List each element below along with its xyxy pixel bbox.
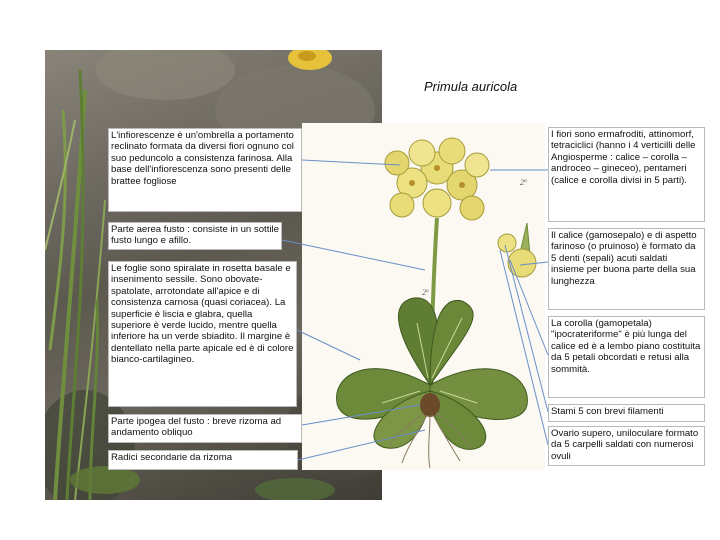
note-ovary: Ovario supero, uniloculare formato da 5 carpelli saldati con numerosi ovuli: [548, 426, 705, 466]
note-flowers: I fiori sono ermafroditi, attinomorf, tetraciclici (hanno i 4 verticilli delle Angiosperme : calice – corolla – androceo – gineceo), pentameri (calice e corolla divisi in 5 parti).: [548, 127, 705, 222]
note-roots: Radici secondarie da rizoma: [108, 450, 298, 470]
note-leaves: Le foglie sono spiralate in rosetta basale e insenimento sessile. Sono obovate-spatolate, arrotondate all'apice e di consistenza carnosa (quasi coriacea). La superficie è liscia e glabra, quella superiore è verde lucido, mentre quella inferiore ha un verde sbiadito. Il margine è dentellato nella parte apicale ed è di colore bianco-cartilagineo.: [108, 261, 297, 407]
plate-number-top: 2ª: [520, 178, 527, 187]
note-inflorescence: L'infiorescenze è un'ombrella a portamento reclinato formata da diversi fiori ognuno col suo peduncolo a consistenza farinosa. Alla base dell'infiorescenza sono presenti delle brattee fogliose: [108, 128, 302, 212]
page-title: Primula auricola: [424, 79, 518, 94]
note-aerial-stem: Parte aerea fusto : consiste in un sottile fusto lungo e afillo.: [108, 222, 282, 250]
note-stamens: Stami 5 con brevi filamenti: [548, 404, 705, 422]
note-rhizome: Parte ipogea del fusto : breve rizoma ad andamento obliquo: [108, 414, 302, 443]
note-corolla: La corolla (gamopetala) "ipocrateriforme" è più lunga del calice ed è a lembo piano costituita da 5 petali obcordati e retusi alla sommità.: [548, 316, 705, 398]
note-calyx: Il calice (gamosepalo) e di aspetto farinoso (o pruinoso) è formato da 5 denti (sepali) acuti saldati insieme per buona parte della sua lunghezza: [548, 228, 705, 310]
plate-number-mid: 2ª: [422, 288, 429, 297]
